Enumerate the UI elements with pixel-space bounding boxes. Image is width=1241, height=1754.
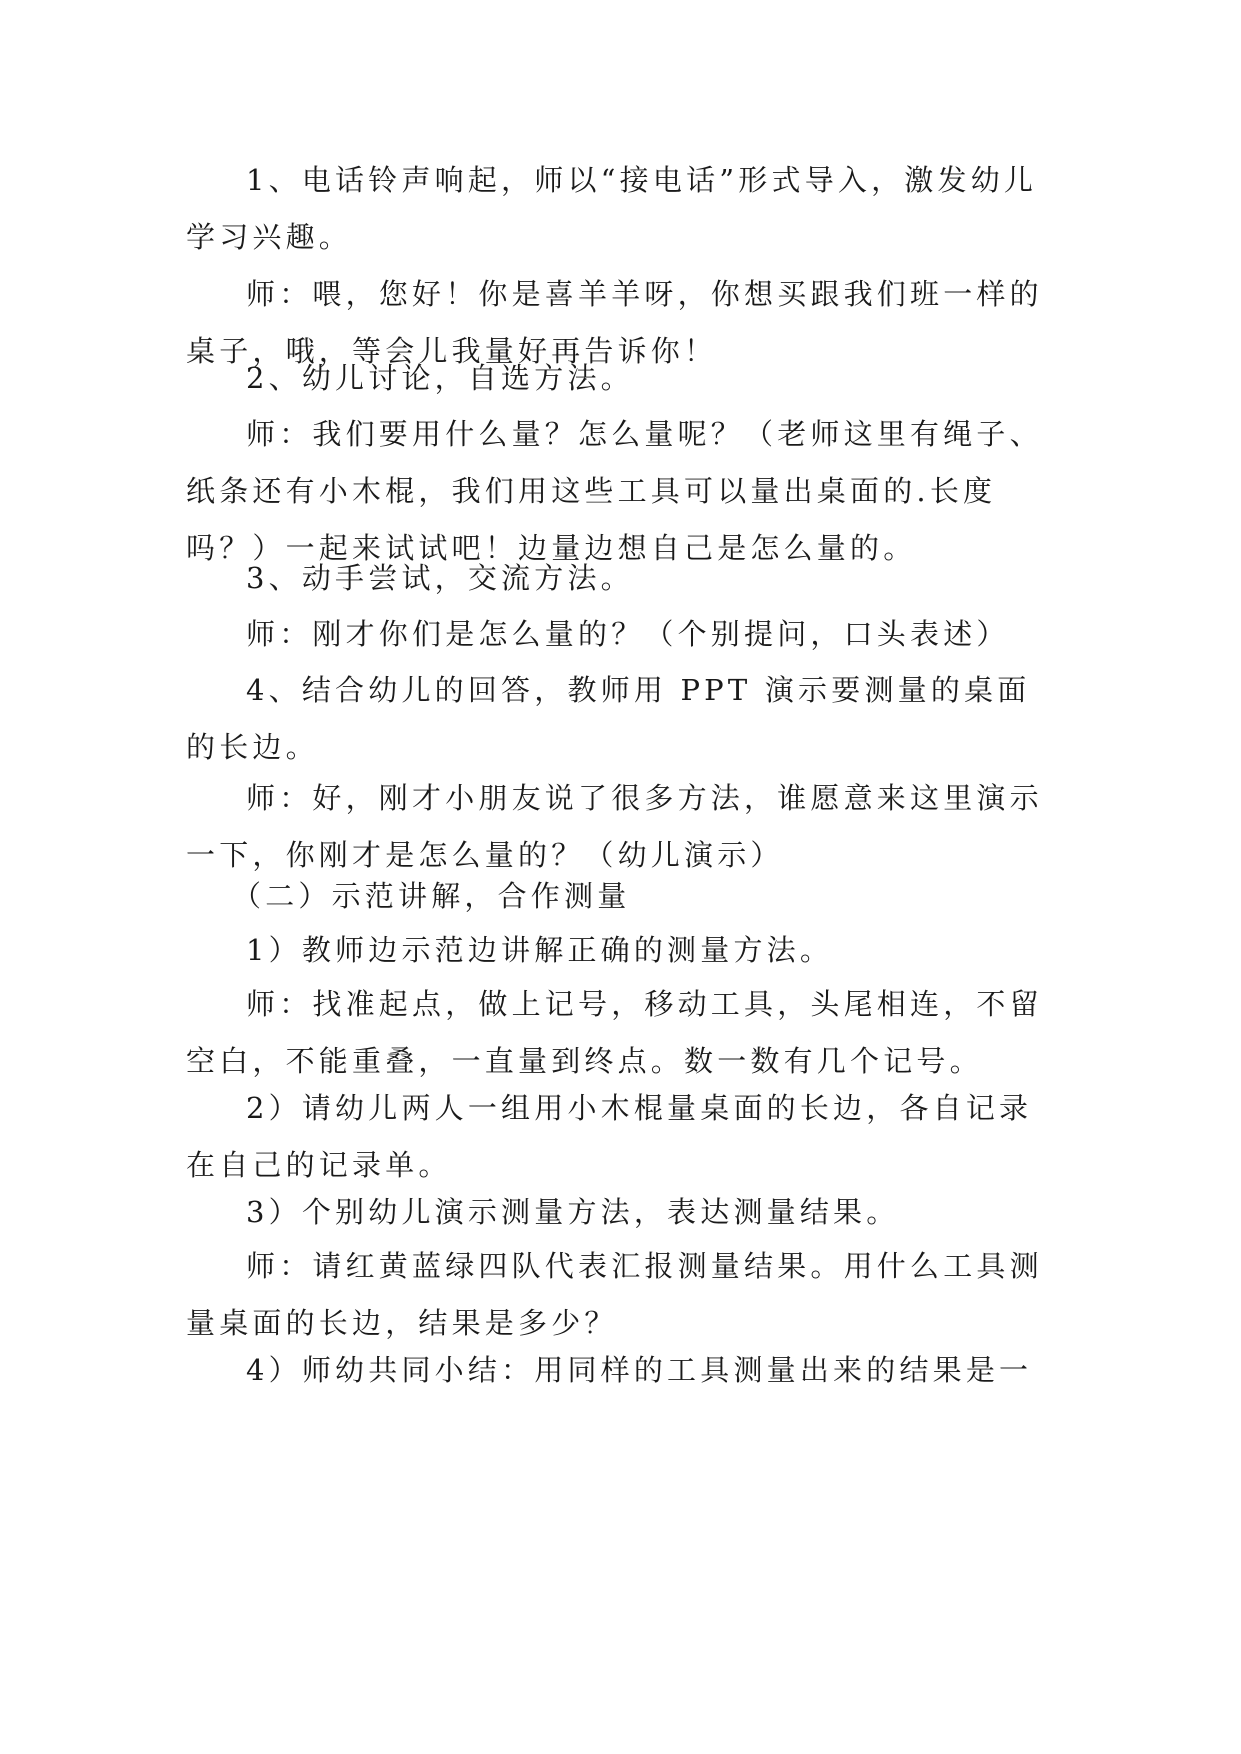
paragraph-step-3: 3、动手尝试，交流方法。	[246, 561, 634, 595]
paragraph-step-1: 1、电话铃声响起，师以“接电话”形式导入，激发幼儿学习兴趣。	[186, 163, 1038, 254]
section-heading-2: （二）示范讲解，合作测量	[232, 879, 631, 913]
paragraph-teacher-demo: 师：好，刚才小朋友说了很多方法，谁愿意来这里演示一下，你刚才是怎么量的？（幼儿演示）	[186, 781, 1043, 872]
paragraph-teacher-question: 师：我们要用什么量？怎么量呢？（老师这里有绳子、纸条还有小木棍，我们用这些工具可以量出桌面的.长度吗？）一起来试试吧！边量边想自己是怎么量的。	[186, 417, 1043, 565]
paragraph-teacher-phone: 师：喂，您好！你是喜羊羊呀，你想买跟我们班一样的桌子，哦，等会儿我量好再告诉你！	[186, 277, 1043, 368]
paragraph-step-4: 4、结合幼儿的回答，教师用 PPT 演示要测量的桌面的长边。	[186, 673, 1031, 764]
paragraph-substep-4: 4）师幼共同小结：用同样的工具测量出来的结果是一	[246, 1353, 1033, 1387]
paragraph-substep-2: 2）请幼儿两人一组用小木棍量桌面的长边，各自记录在自己的记录单。	[186, 1091, 1033, 1182]
paragraph-step-2: 2、幼儿讨论，自选方法。	[246, 361, 634, 395]
paragraph-teacher-how: 师：刚才你们是怎么量的？（个别提问，口头表述）	[246, 617, 1010, 651]
paragraph-teacher-method: 师：找准起点，做上记号，移动工具，头尾相连，不留空白，不能重叠，一直量到终点。数一数有几个记号。	[186, 987, 1043, 1078]
paragraph-teacher-report: 师：请红黄蓝绿四队代表汇报测量结果。用什么工具测量桌面的长边，结果是多少？	[186, 1249, 1043, 1340]
paragraph-substep-3: 3）个别幼儿演示测量方法，表达测量结果。	[246, 1195, 900, 1229]
paragraph-substep-1: 1）教师边示范边讲解正确的测量方法。	[246, 933, 834, 967]
